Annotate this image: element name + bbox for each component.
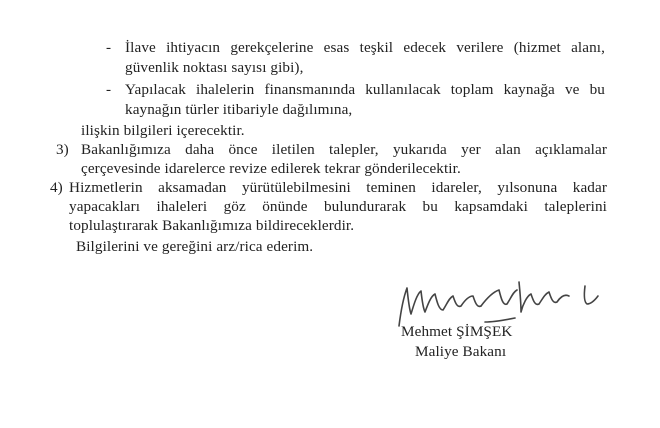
- item-3-line-1: Bakanlığımıza daha önce iletilen talepler, yukarıda yer alan açıklamalar: [81, 141, 607, 158]
- item-4-line-1: Hizmetlerin aksamadan yürütülebilmesini teminen idareler, yılsonuna kadar: [69, 179, 607, 196]
- sub-bullet-2-line-2: kaynağın türler itibariyle dağılımına,: [125, 101, 353, 118]
- signer-title: Maliye Bakanı: [415, 343, 507, 360]
- closing-request: Bilgilerini ve gereğini arz/rica ederim.: [76, 238, 314, 255]
- sub-bullet-1-line-1: İlave ihtiyacın gerekçelerine esas teşkil edecek verilere (hizmet alanı,: [125, 39, 605, 56]
- signer-name: Mehmet ŞİMŞEK: [401, 323, 513, 340]
- item-number-4: 4): [50, 179, 63, 196]
- item-4-line-3: toplulaştırarak Bakanlığımıza bildireceklerdir.: [69, 217, 355, 234]
- bullet-dash: -: [106, 39, 112, 56]
- item-number-3: 3): [56, 141, 69, 158]
- sub-bullet-1-line-2: güvenlik noktası sayısı gibi),: [125, 59, 304, 76]
- closing-line: ilişkin bilgileri içerecektir.: [81, 122, 245, 139]
- item-3-line-2: çerçevesinde idarelerce revize edilerek tekrar gönderilecektir.: [81, 160, 461, 177]
- item-4-line-2: yapacakları ihaleleri göz önünde bulundurarak bu kapsamdaki taleplerini: [69, 198, 607, 215]
- sub-bullet-2-line-1: Yapılacak ihalelerin finansmanında kullanılacak toplam kaynağa ve bu: [125, 81, 605, 98]
- bullet-dash: -: [106, 81, 112, 98]
